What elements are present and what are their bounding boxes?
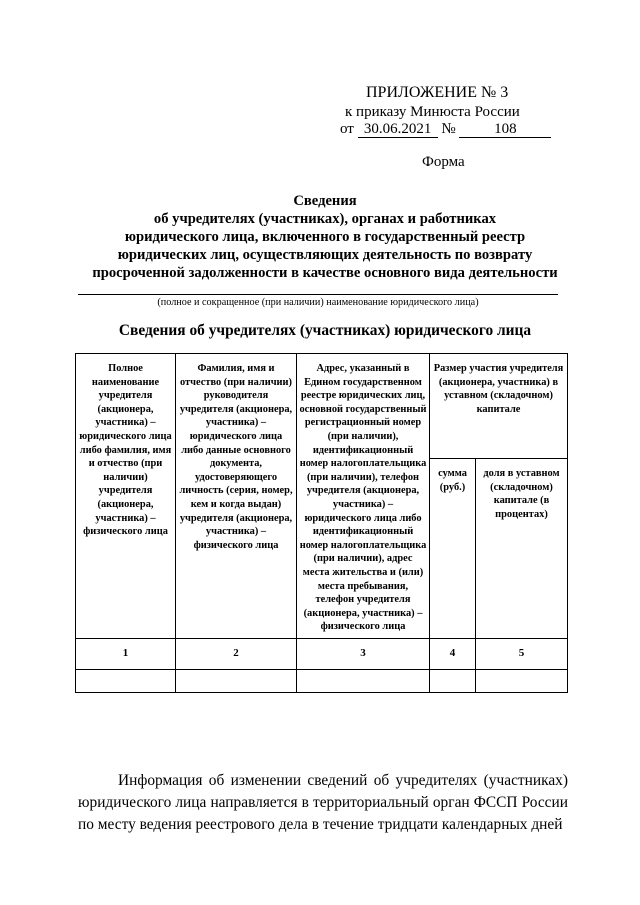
header-participation: Размер участия учредителя (акционера, участника) в уставном (складочном) капитале [430, 354, 568, 459]
date-prefix: от [340, 121, 354, 137]
company-name-caption: (полное и сокращенное (при наличии) наименование юридического лица) [157, 297, 479, 308]
col-number: 4 [430, 638, 476, 669]
header-col-3: Адрес, указанный в Едином государственном реестре юридических лиц, основной государственный регистрационный номер (при наличии), идентификационный номер налогоплательщика (при наличии), телефон учредителя (акционера, участника) – юридического лица либо идентификационный номер налогоплательщика (при наличии), адрес места жительства и (или) места пребывания, телефон учредителя (акционера, участника) – физического лица [297, 354, 430, 639]
number-field: 108 [459, 121, 551, 138]
col-number: 3 [297, 638, 430, 669]
title-line: Сведения [293, 193, 357, 209]
table-cell[interactable] [476, 669, 568, 692]
table-cell[interactable] [176, 669, 297, 692]
col-number: 5 [476, 638, 568, 669]
paragraph-rest: юридического лица направляется в территориальный орган ФССП России по месту ведения реестрового дела в течение тридцати календарных дней [78, 794, 568, 833]
info-paragraph [78, 770, 568, 836]
founders-table [75, 353, 568, 693]
title-line: просроченной задолженности в качестве основного вида деятельности [92, 265, 558, 281]
title-line: об учредителях (участниках), органах и работниках [153, 211, 497, 227]
paragraph-line-1: Информация об изменении сведений об учредителях (участниках) [118, 772, 568, 789]
title-line: юридического лица, включенного в государственный реестр [124, 229, 526, 245]
header-col-5: доля в уставном (складочном) капитале (в процентах) [476, 459, 568, 639]
title-line: юридических лиц, осуществляющих деятельность по возврату [117, 247, 533, 263]
appendix-date-row [340, 121, 551, 138]
section-title: Сведения об учредителях (участниках) юридического лица [118, 322, 532, 339]
header-col-1: Полное наименование учредителя (акционера, участника) – юридического лица либо фамилия, имя и отчество (при наличии) учредителя (акционера, участника) – физического лица [76, 354, 176, 639]
table-row [76, 669, 568, 692]
table-cell[interactable] [297, 669, 430, 692]
document-title [60, 192, 590, 282]
header-col-4: сумма (руб.) [430, 459, 476, 639]
header-col-2: Фамилия, имя и отчество (при наличии) руководителя учредителя (акционера, участника) – юридического лица либо данные основного документа, удостоверяющего личность (серия, номер, кем и когда выдан) учредителя (акционера, участника) – физического лица [176, 354, 297, 639]
date-field: 30.06.2021 [358, 121, 438, 138]
company-name-line [78, 294, 558, 295]
appendix-order-ref: к приказу Минюста России [345, 104, 520, 120]
appendix-title: ПРИЛОЖЕНИЕ № 3 [366, 84, 509, 101]
number-row [76, 638, 568, 669]
table-cell[interactable] [76, 669, 176, 692]
col-number: 2 [176, 638, 297, 669]
col-number: 1 [76, 638, 176, 669]
number-prefix: № [441, 121, 456, 137]
table-cell[interactable] [430, 669, 476, 692]
form-label: Форма [422, 154, 465, 170]
